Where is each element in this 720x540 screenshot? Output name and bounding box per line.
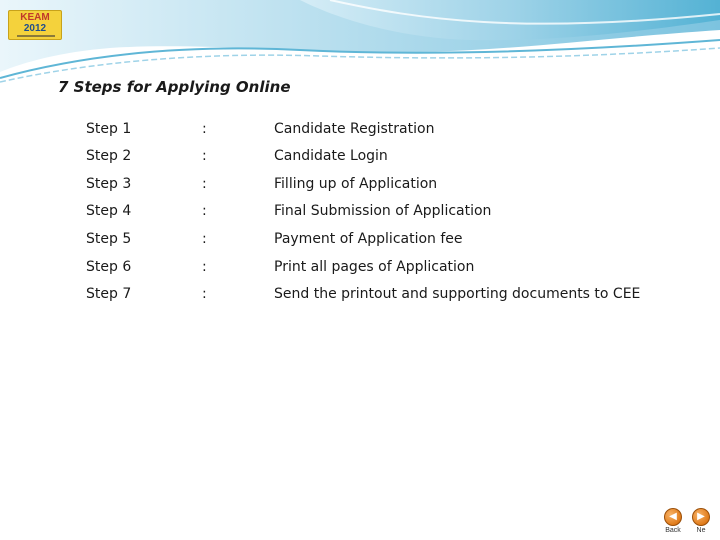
back-arrow-icon[interactable]: ◀ — [664, 508, 682, 526]
step-number: Step 7 — [86, 286, 132, 302]
step-number: Step 1 — [86, 121, 132, 137]
step-row — [0, 286, 720, 310]
back-button[interactable] — [658, 508, 688, 538]
back-label[interactable]: Back — [665, 527, 681, 534]
step-description: Payment of Application fee — [274, 231, 463, 247]
step-row — [0, 176, 720, 200]
step-number: Step 2 — [86, 148, 132, 164]
step-row — [0, 121, 720, 145]
step-row — [0, 203, 720, 227]
next-button[interactable] — [686, 508, 716, 538]
next-label[interactable]: Ne — [696, 527, 706, 534]
step-description: Final Submission of Application — [274, 203, 492, 219]
step-description: Send the printout and supporting documents to CEE — [274, 286, 641, 302]
step-separator: : — [202, 259, 207, 275]
step-row — [0, 148, 720, 172]
step-row — [0, 231, 720, 255]
step-number: Step 5 — [86, 231, 132, 247]
step-separator: : — [202, 176, 207, 192]
logo-text-keam: KEAM — [20, 12, 50, 23]
step-number: Step 4 — [86, 203, 132, 219]
step-row — [0, 259, 720, 283]
step-number: Step 3 — [86, 176, 132, 192]
step-separator: : — [202, 231, 207, 247]
page-title: 7 Steps for Applying Online — [58, 78, 291, 96]
step-separator: : — [202, 286, 207, 302]
step-separator: : — [202, 148, 207, 164]
step-separator: : — [202, 203, 207, 219]
step-description: Candidate Login — [274, 148, 388, 164]
next-arrow-icon[interactable]: ▶ — [692, 508, 710, 526]
step-description: Print all pages of Application — [274, 259, 475, 275]
step-description: Filling up of Application — [274, 176, 438, 192]
step-separator: : — [202, 121, 207, 137]
step-description: Candidate Registration — [274, 121, 435, 137]
logo-text-year: 2012 — [23, 23, 47, 34]
step-number: Step 6 — [86, 259, 132, 275]
